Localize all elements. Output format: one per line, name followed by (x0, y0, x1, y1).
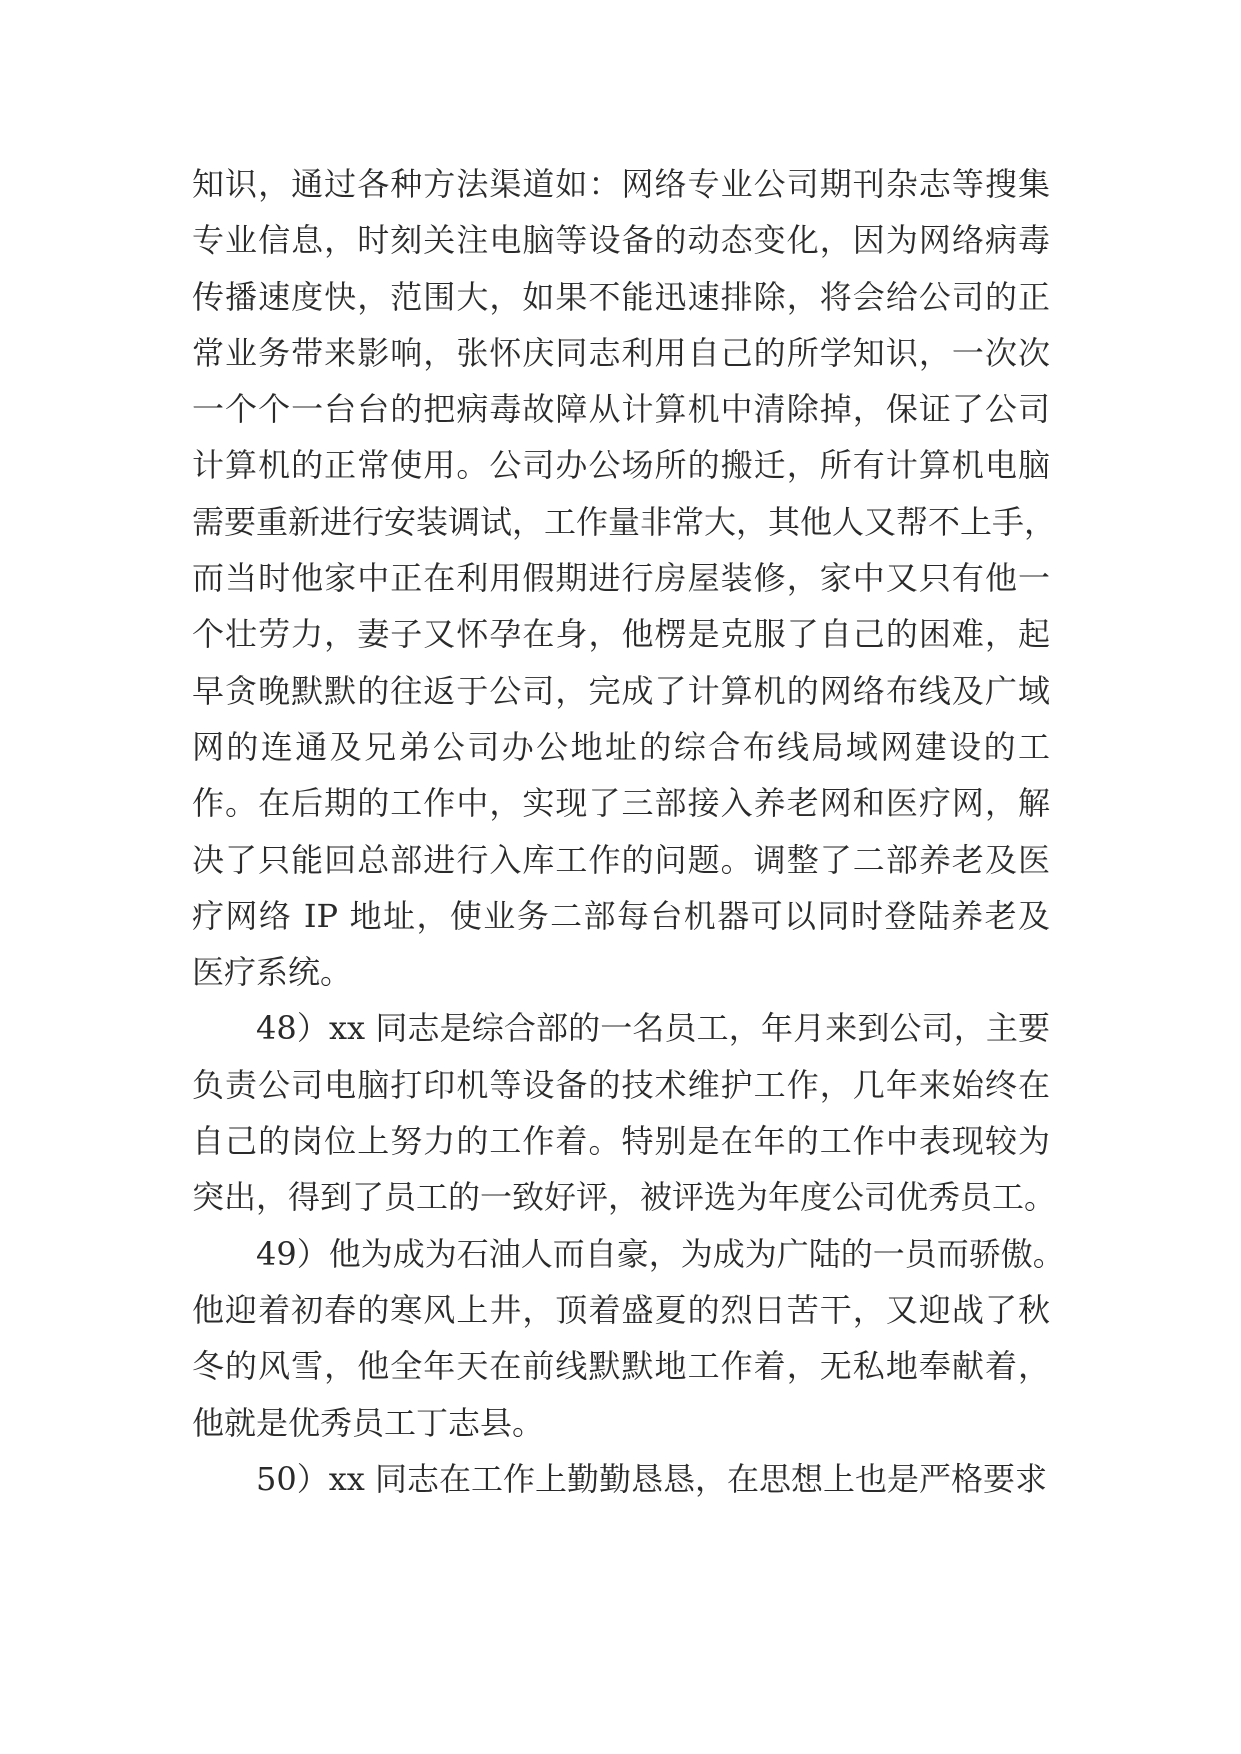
text-line: 作。在后期的工作中，实现了三部接入养老网和医疗网，解 (192, 784, 1050, 823)
text-line: 个壮劳力，妻子又怀孕在身，他楞是克服了自己的困难，起 (192, 615, 1050, 654)
text-line: 传播速度快，范围大，如果不能迅速排除，将会给公司的正 (192, 277, 1050, 316)
document-body (192, 156, 1065, 1507)
text-line: 他就是优秀员工丁志县。 (192, 1403, 545, 1442)
text-line: 而当时他家中正在利用假期进行房屋装修，家中又只有他一 (192, 559, 1050, 598)
text-line: 知识，通过各种方法渠道如：网络专业公司期刊杂志等搜集 (192, 165, 1050, 203)
text-line: 网的连通及兄弟公司办公地址的综合布线局域网建设的工 (192, 727, 1050, 766)
text-line: 48）xx 同志是综合部的一名员工，年月来到公司，主要 (256, 1009, 1050, 1048)
text-line: 突出，得到了员工的一致好评，被评选为年度公司优秀员工。 (192, 1178, 1057, 1217)
text-line: 计算机的正常使用。公司办公场所的搬迁，所有计算机电脑 (192, 446, 1050, 485)
text-line: 常业务带来影响，张怀庆同志利用自己的所学知识，一次次 (192, 333, 1050, 372)
text-line: 他迎着初春的寒风上井，顶着盛夏的烈日苦干，又迎战了秋 (192, 1290, 1050, 1329)
text-line: 49）他为成为石油人而自豪，为成为广陆的一员而骄傲。 (256, 1234, 1065, 1273)
text-line: 50）xx 同志在工作上勤勤恳恳，在思想上也是严格要求 (256, 1459, 1047, 1498)
text-line: 专业信息，时刻关注电脑等设备的动态变化，因为网络病毒 (192, 221, 1050, 260)
text-line: 决了只能回总部进行入库工作的问题。调整了二部养老及医 (192, 840, 1050, 879)
text-line: 医疗系统。 (192, 953, 353, 992)
text-line: 冬的风雪，他全年天在前线默默地工作着，无私地奉献着， (192, 1347, 1050, 1386)
text-line: 需要重新进行安装调试，工作量非常大，其他人又帮不上手， (192, 502, 1057, 541)
text-line: 负责公司电脑打印机等设备的技术维护工作，几年来始终在 (192, 1065, 1050, 1104)
text-line: 一个个一台台的把病毒故障从计算机中清除掉，保证了公司 (192, 390, 1050, 429)
text-line: 早贪晚默默的往返于公司，完成了计算机的网络布线及广域 (192, 671, 1050, 710)
text-line: 疗网络 IP 地址，使业务二部每台机器可以同时登陆养老及 (192, 896, 1050, 935)
text-line: 自己的岗位上努力的工作着。特别是在年的工作中表现较为 (192, 1122, 1050, 1161)
